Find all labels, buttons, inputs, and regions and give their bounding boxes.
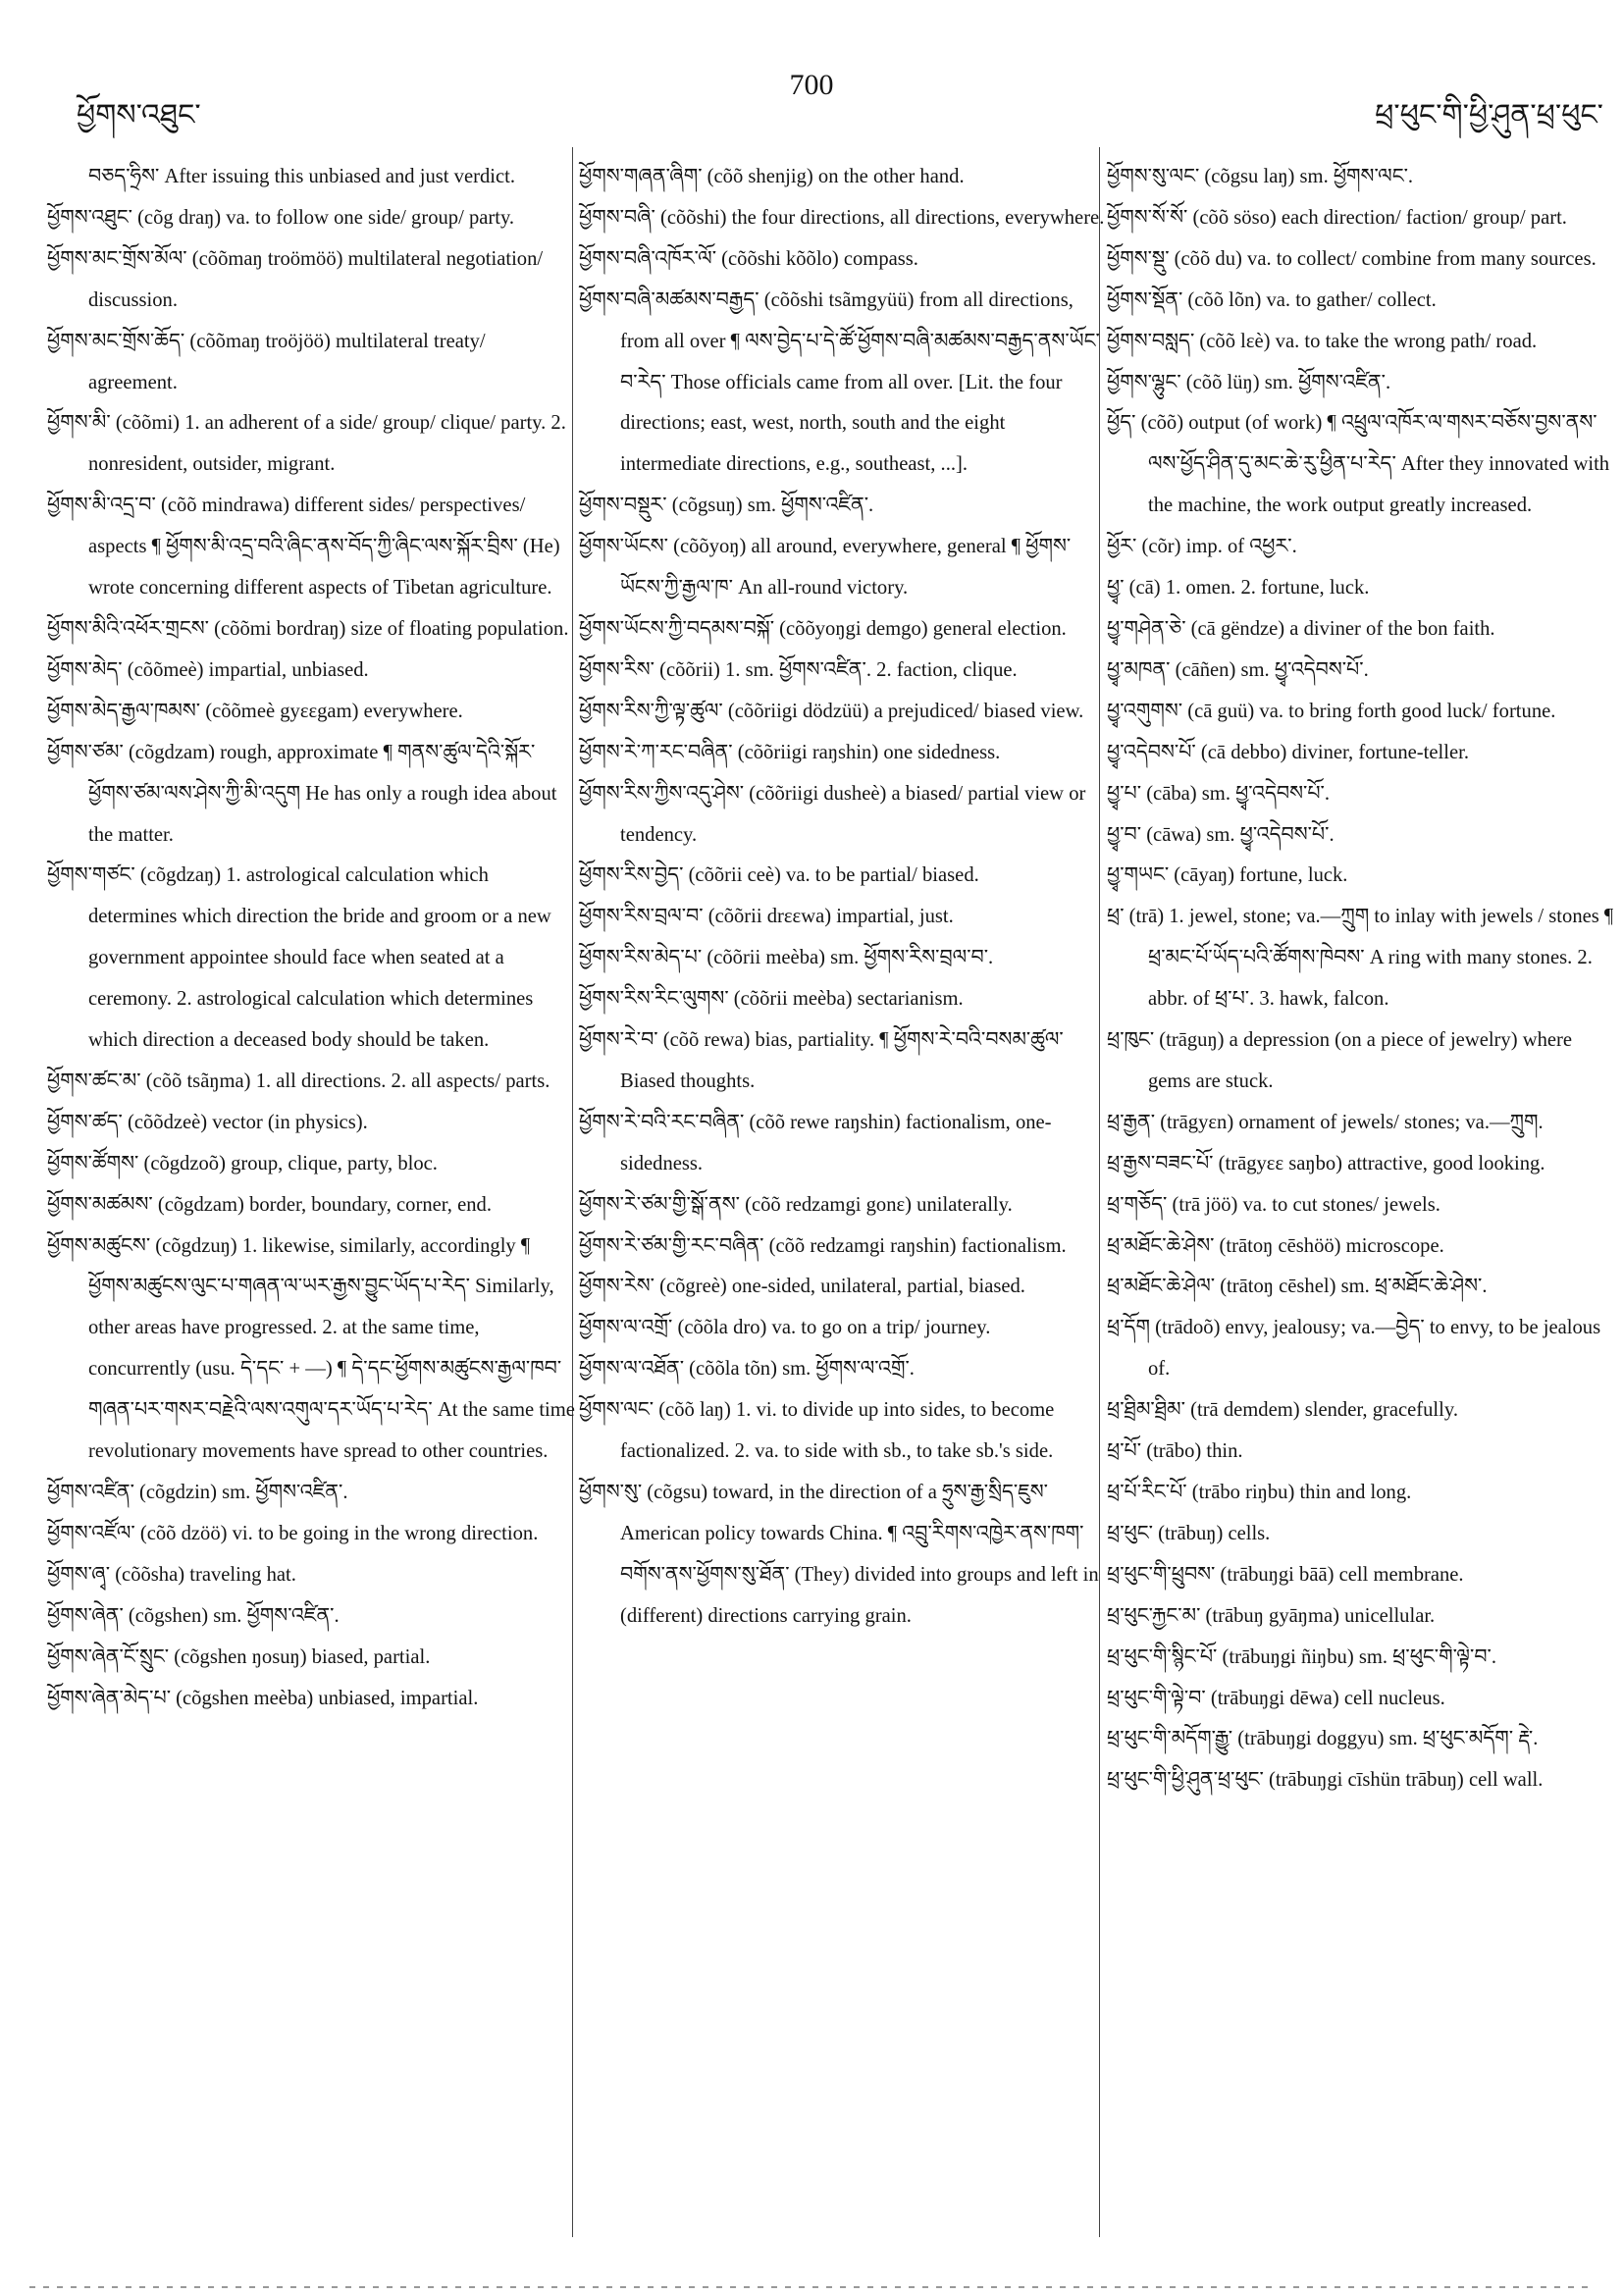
dictionary-entry: ཕྱོགས་གཞན་ཞིག་ (cõõ shenjig) on the other hand. [579,166,965,187]
dictionary-entry: ཕྱོགས་ལྷུང་ (cõõ lüŋ) sm. ཕྱོགས་འཛིན་. [1107,371,1391,393]
dictionary-entry: ཕྱྭ་གཡང་ (cāyaŋ) fortune, luck. [1107,864,1348,887]
dictionary-entry: ཕྲ་དོག (trādoõ) envy, jealousy; va.—བྱེད་ to envy, to be jealous of. [1107,1317,1601,1381]
dictionary-entry: ཕྱོགས་ཚོགས་ (cõgdzoõ) group, clique, party, bloc. [47,1152,438,1174]
dictionary-entry: ཕྱྭ་པ་ (cāba) sm. ཕྱྭ་འདེབས་པོ་. [1107,782,1331,805]
dictionary-entry: ཕྱོགས་སྡོན་ (cõõ lõn) va. to gather/ collect. [1107,288,1437,311]
dictionary-entry: ཕྱོགས་མང་གྲོས་ཆོད་ (cõõmaŋ troöjöö) multilateral treaty/ agreement. [47,330,486,393]
dictionary-entry: ཕྱོགས་མི་ (cõõmi) 1. an adherent of a side/ group/ clique/ party. 2. nonresident, outsider, migrant. [47,412,566,476]
dictionary-entry: ཕྱོགས་རིས་ཀྱི་ལྟ་ཚུལ་ (cõõriigi dödzüü) a prejudiced/ biased view. [579,700,1084,722]
dictionary-entry: བཅད་ཧྲིས་ After issuing this unbiased and just verdict. [88,166,515,187]
dictionary-entry: ཕྲ་ (trā) 1. jewel, stone; va.—ཀྲུག to inlay with jewels / stones ¶ ཕྲ་མང་པོ་ཡོད་པའི་ཚོགས་ཁེབས་ A ring with many stones. 2. abbr. of ཕྲ་པ་. 3. hawk, falcon. [1107,906,1614,1011]
dictionary-entry: ཕྲ་པོ་ (trābo) thin. [1107,1440,1243,1463]
dictionary-entry: ཕྱོགས་རིས་མེད་པ་ (cõõrii meèba) sm. ཕྱོགས་རིས་བྲལ་བ་. [579,947,994,969]
dictionary-entry: ཕྱོགས་ལ་འགྲོ་ (cõõla dro) va. to go on a trip/ journey. [579,1317,991,1339]
dictionary-entry: ཕྱོགས་བཞི་འཁོར་ལོ་ (cõõshi kõõlo) compass. [579,247,918,270]
dictionary-entry: ཕྱོགས་བསྡུར་ (cõgsuŋ) sm. ཕྱོགས་འཛིན་. [579,495,874,517]
dictionary-entry: ཕྱོགས་འཐུང་ (cõg draŋ) va. to follow one side/ group/ party. [47,206,515,229]
dictionary-entry: ཕྱོགས་རིས་ཀྱིས་འདུ་ཤེས་ (cõõriigi dusheè) a biased/ partial view or tendency. [579,782,1086,846]
dictionary-entry: ཕྲ་པོ་རིང་པོ་ (trābo riŋbu) thin and long. [1107,1482,1412,1503]
dictionary-entry: ཕྱོགས་ལང་ (cõõ laŋ) 1. vi. to divide up into sides, to become factionalized. 2. va. to side with sb., to take sb.'s side. [579,1399,1055,1463]
dictionary-entry: ཕྱོགས་འཛོལ་ (cõõ dzöö) vi. to be going in the wrong direction. [47,1522,539,1544]
running-head-left: ཕྱོགས་འཐུང་ [77,99,201,131]
dictionary-entry: ཕྱོགས་རིས་ (cõõrii) 1. sm. ཕྱོགས་འཛིན་. 2. faction, clique. [579,658,1018,681]
dictionary-entry: ཕྱྭ་མཁན་ (cāñen) sm. ཕྱྭ་འདེབས་པོ་. [1107,658,1369,681]
dictionary-entry: ཕྱོགས་མང་གྲོས་མོལ་ (cõõmaŋ troömöö) multilateral negotiation/ discussion. [47,247,544,311]
dictionary-entry: ཕྲ་ཕུང་གི་ལྟེ་བ་ (trābuŋgi dēwa) cell nucleus. [1107,1687,1445,1709]
dictionary-entry: ཕྱོགས་རེ་ཙམ་གྱི་སྒོ་ནས་ (cõõ redzamgi gonɛ) unilaterally. [579,1193,1013,1216]
dictionary-entry: ཕྲ་རྒྱས་བཟང་པོ་ (trāgyɛɛ saŋbo) attractive, good looking. [1107,1152,1545,1174]
dictionary-entry: ཕྱོགས་ཞེན་ (cõgshen) sm. ཕྱོགས་འཛིན་. [47,1604,340,1627]
dictionary-entry: ཕྱོགས་རེ་ཙམ་གྱི་རང་བཞིན་ (cõõ redzamgi raŋshin) factionalism. [579,1234,1067,1257]
dictionary-entry: ཕྱོད་ (cõõ) output (of work) ¶ འཕྲུལ་འཁོར་ལ་གསར་བཅོས་བྱས་ནས་ལས་ཕྱོད་ཤིན་དུ་མང་ཆེ་རུ་ཕྱིན་པ་རེད་ After they innovated with the machine, the work output greatly increased. [1107,412,1610,517]
dictionary-entry: ཕྱོགས་ཡོངས་ཀྱི་བདམས་བསྐོ་ (cõõyoŋgi demgo) general election. [579,617,1067,640]
dictionary-entry: ཕྲ་གཅོད་ (trā jöö) va. to cut stones/ jewels. [1107,1193,1440,1216]
dictionary-entry: ཕྲ་ཕུང་གི་མདོག་རྒྱུ་ (trābuŋgi doggyu) sm. ཕྲ་ཕུང་མདོག་ རྡེ་. [1107,1728,1539,1750]
dictionary-entry: ཕྱོགས་འཛིན་ (cõgdzin) sm. ཕྱོགས་འཛིན་. [47,1482,348,1503]
dictionary-entry: ཕྱོགས་སུ་ལང་ (cõgsu laŋ) sm. ཕྱོགས་ལང་. [1107,166,1414,187]
dictionary-entry: ཕྱོགས་རེ་ཀ་རང་བཞིན་ (cõõriigi raŋshin) one sidedness. [579,741,1001,763]
page-footer-rule [29,2286,1594,2288]
dictionary-entry: ཕྱོགས་ལ་འཐོན་ (cõõla tõn) sm. ཕྱོགས་ལ་འགྲོ་. [579,1358,915,1381]
dictionary-entry: ཕྱོགས་མཚམས་ (cõgdzam) border, boundary, corner, end. [47,1193,492,1216]
dictionary-entry: ཕྱོགས་ཞྭ་ (cõõsha) traveling hat. [47,1563,296,1586]
dictionary-entry: ཕྲ་ཕུང་གི་སྙིང་པོ་ (trābuŋgi ñiŋbu) sm. ཕྲ་ཕུང་གི་ལྟེ་བ་. [1107,1645,1497,1668]
dictionary-entry: ཕྱོགས་རིས་བྲལ་བ་ (cõõrii drɛɛwa) impartial, just. [579,906,954,928]
dictionary-entry: ཕྱོགས་མཚུངས་ (cõgdzuŋ) 1. likewise, similarly, accordingly ¶ ཕྱོགས་མཚུངས་ལུང་པ་གཞན་ལ་ཡར་རྒྱས་བྱུང་ཡོད་པ་རེད་ Similarly, other areas have progressed. 2. at the same time, concurrently (usu. དེ་དང་ + —) ¶ དེ་དང་ཕྱོགས་མཚུངས་རྒྱལ་ཁབ་གཞན་པར་གསར་བརྗེའི་ལས་འགུལ་དར་ཡོད་པ་རེད་ At the same time revolutionary movements have spread to other countries. [47,1234,575,1463]
dictionary-entry: ཕྱོགས་རེ་བ་ (cõõ rewa) bias, partiality. ¶ ཕྱོགས་རེ་བའི་བསམ་ཚུལ་ Biased thoughts. [579,1029,1064,1092]
dictionary-entry: ཕྱོགས་བསླད་ (cõõ lɛè) va. to take the wrong path/ road. [1107,330,1538,352]
dictionary-entry: ཕྱོགས་ཞེན་ངོ་སྲུང་ (cõgshen ŋosuŋ) biased, partial. [47,1645,431,1668]
dictionary-entry: ཕྱོགས་གཙང་ (cõgdzaŋ) 1. astrological calculation which determines which direction the bride and groom or a new government appointee should face when seated at a ceremony. 2. astrological calculation which determines which direction a deceased body should be taken. [47,864,551,1052]
dictionary-entry: ཕྲ་ཁུང་ (trāguŋ) a depression (on a piece of jewelry) where gems are stuck. [1107,1029,1573,1092]
page-header [0,61,1623,130]
dictionary-entry: ཕྱྭ་འདེབས་པོ་ (cā debbo) diviner, fortune-teller. [1107,741,1469,763]
dictionary-entry: ཕྲ་ཐྲིམ་ཐྲིམ་ (trā demdem) slender, gracefully. [1107,1399,1458,1422]
dictionary-column-2 [579,157,1107,1638]
dictionary-entry: ཕྱོགས་མི་འདྲ་བ་ (cõõ mindrawa) different sides/ perspectives/ aspects ¶ ཕྱོགས་མི་འདྲ་བའི་ཞིང་ནས་བོད་ཀྱི་ཞིང་ལས་སྐོར་བྲིས་ (He) wrote concerning different aspects of Tibetan agriculture. [47,495,560,600]
dictionary-entry: ཕྲ་ཕུང་རྐྱང་མ་ (trābuŋ gyāŋma) unicellular. [1107,1604,1436,1627]
dictionary-entry: ཕྱོགས་སོ་སོ་ (cõõ söso) each direction/ faction/ group/ part. [1107,206,1567,229]
dictionary-entry: ཕྱོགས་བཞི་མཚམས་བརྒྱད་ (cõõshi tsãmgyüü) from all directions, from all over ¶ ལས་བྱེད་པ་དེ་ཚོ་ཕྱོགས་བཞི་མཚམས་བརྒྱད་ནས་ཡོང་བ་རེད་ Those officials came from all over. [Lit. the four directions; east, west, north, south and the eight intermediate directions, e.g., southeast, ...]. [579,288,1100,476]
dictionary-entry: ཕྱོགས་སུ་ (cõgsu) toward, in the direction of a ཧྲུས་རྒྱ་སྲིད་ཇུས་ American policy towards China. ¶ འབྲུ་རིགས་འཁྱེར་ནས་ཁག་བགོས་ནས་ཕྱོགས་སུ་ཐོན་ (They) divided into groups and left in (different) directions carrying grain. [579,1482,1099,1627]
dictionary-entry: ཕྱོགས་མིའི་འཕོར་གྲངས་ (cõõmi bordraŋ) size of floating population. [47,617,569,640]
dictionary-entry: ཕྱྭ་གཤེན་ཅེ་ (cā gëndze) a diviner of the bon faith. [1107,617,1495,640]
dictionary-entry: ཕྱོགས་རིས་རིང་ལུགས་ (cõõrii meèba) sectarianism. [579,988,964,1011]
dictionary-entry: ཕྱོགས་སྡུ་ (cõõ du) va. to collect/ combine from many sources. [1107,247,1597,270]
dictionary-entry: ཕྲ་མཐོང་ཆེ་ཤེལ་ (trātoŋ cēshel) sm. ཕྲ་མཐོང་ཆེ་ཤེས་. [1107,1276,1488,1298]
dictionary-entry: ཕྱོགས་ཡོངས་ (cõõyoŋ) all around, everywhere, general ¶ ཕྱོགས་ཡོངས་ཀྱི་རྒྱལ་ཁ་ An all-round victory. [579,536,1072,600]
dictionary-entry: ཕྲ་ཕུང་གི་ཕྱི་ཤུན་ཕྲ་ཕུང་ (trābuŋgi cīshün trābuŋ) cell wall. [1107,1769,1544,1792]
dictionary-entry: ཕྲ་ཕུང་གི་ཕྲུབས་ (trābuŋgi bāā) cell membrane. [1107,1563,1464,1586]
dictionary-entry: ཕྱོགས་རེས་ (cõgreè) one-sided, unilateral, partial, biased. [579,1276,1025,1298]
dictionary-entry: ཕྱོགས་ཙམ་ (cõgdzam) rough, approximate ¶ གནས་ཚུལ་དེའི་སྐོར་ཕྱོགས་ཙམ་ལས་ཤེས་ཀྱི་མི་འདུག He has only a rough idea about the matter. [47,741,557,846]
dictionary-column-1 [47,157,575,1719]
dictionary-entry: ཕྱོགས་རེ་བའི་རང་བཞིན་ (cõõ rewe raŋshin) factionalism, one-sidedness. [579,1111,1052,1174]
dictionary-entry: ཕྱྭ་འགུགས་ (cā guü) va. to bring forth good luck/ fortune. [1107,700,1556,722]
running-head-right: ཕྲ་ཕུང་གི་ཕྱི་ཤུན་ཕྲ་ཕུང་ [1375,99,1603,131]
dictionary-column-3 [1107,157,1617,1801]
dictionary-entry: ཕྱྭ་བ་ (cāwa) sm. ཕྱྭ་འདེབས་པོ་. [1107,823,1335,846]
dictionary-entry: ཕྱོགས་རིས་བྱེད་ (cõõrii ceè) va. to be partial/ biased. [579,864,979,887]
dictionary-entry: ཕྱོགས་མེད་ (cõõmeè) impartial, unbiased. [47,658,369,681]
dictionary-entry: ཕྱོགས་ཚད་ (cõõdzeè) vector (in physics). [47,1111,368,1133]
dictionary-entry: ཕྱོགས་ཚང་མ་ (cõõ tsãŋma) 1. all directions. 2. all aspects/ parts. [47,1070,550,1092]
dictionary-entry: ཕྱྭ་ (cā) 1. omen. 2. fortune, luck. [1107,577,1370,600]
page-number: 700 [789,69,834,101]
dictionary-entry: ཕྱོགས་བཞི་ (cõõshi) the four directions, all directions, everywhere. [579,206,1105,229]
dictionary-entry: ཕྲ་མཐོང་ཆེ་ཤེས་ (trātoŋ cēshöö) microscope. [1107,1234,1444,1257]
dictionary-entry: ཕྱོར་ (cõr) imp. of འཕྱར་. [1107,536,1297,558]
dictionary-entry: ཕྱོགས་མེད་རྒྱལ་ཁམས་ (cõõmeè gyɛɛgam) everywhere. [47,700,463,722]
dictionary-entry: ཕྲ་ཕུང་ (trābuŋ) cells. [1107,1522,1271,1544]
dictionary-entry: ཕྱོགས་ཞེན་མེད་པ་ (cõgshen meèba) unbiased, impartial. [47,1687,479,1709]
dictionary-entry: ཕྲ་རྒྱན་ (trāgyɛn) ornament of jewels/ stones; va.—ཀྲུག. [1107,1111,1544,1133]
